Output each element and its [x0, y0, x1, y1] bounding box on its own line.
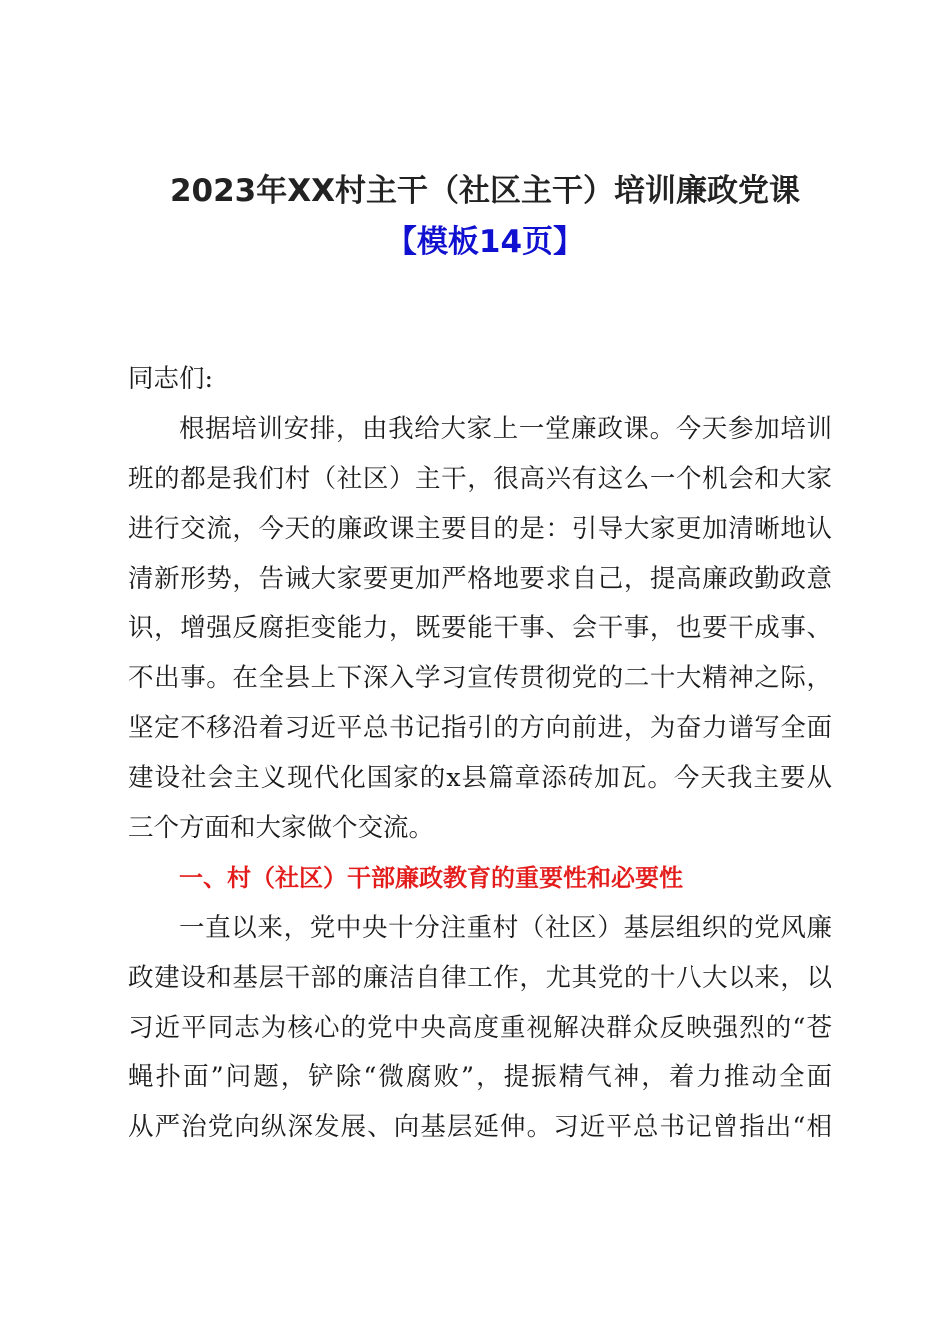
salutation: 同志们:	[128, 364, 214, 394]
paragraph-line: 政建设和基层干部的廉洁自律工作，尤其党的十八大以来，以	[128, 962, 832, 993]
paragraph-line: 从严治党向纵深发展、向基层延伸。习近平总书记曾指出“相	[128, 1112, 832, 1143]
paragraph-line: 识，增强反腐拒变能力，既要能干事、会干事，也要干成事、	[128, 613, 832, 644]
paragraph-line: 一直以来，党中央十分注重村（社区）基层组织的党风廉	[179, 912, 832, 943]
paragraph-line: 蝇扑面”问题，铲除“微腐败”，提振精气神，着力推动全面	[128, 1062, 832, 1093]
document-body	[128, 355, 832, 1153]
paragraph-line: 班的都是我们村（社区）主干，很高兴有这么一个机会和大家	[128, 463, 832, 494]
paragraph-line: 建设社会主义现代化国家的x县篇章添砖加瓦。今天我主要从	[128, 763, 832, 794]
paragraph-line: 习近平同志为核心的党中央高度重视解决群众反映强烈的“苍	[128, 1012, 832, 1043]
section-heading: 一、村（社区）干部廉政教育的重要性和必要性	[179, 863, 683, 892]
paragraph-line: 三个方面和大家做个交流。	[128, 813, 435, 844]
paragraph-line: 坚定不移沿着习近平总书记指引的方向前进，为奋力谱写全面	[128, 713, 832, 744]
document-subtitle: 【模板14页】	[385, 224, 585, 260]
document-title: 2023年XX村主干（社区主干）培训廉政党课	[169, 173, 801, 209]
paragraph-line: 不出事。在全县上下深入学习宣传贯彻党的二十大精神之际，	[128, 663, 832, 694]
paragraph-line: 进行交流，今天的廉政课主要目的是：引导大家更加清晰地认	[128, 513, 832, 544]
paragraph-line: 清新形势，告诫大家要更加严格地要求自己，提高廉政勤政意	[128, 563, 832, 594]
paragraph-line: 根据培训安排，由我给大家上一堂廉政课。今天参加培训	[179, 413, 832, 444]
